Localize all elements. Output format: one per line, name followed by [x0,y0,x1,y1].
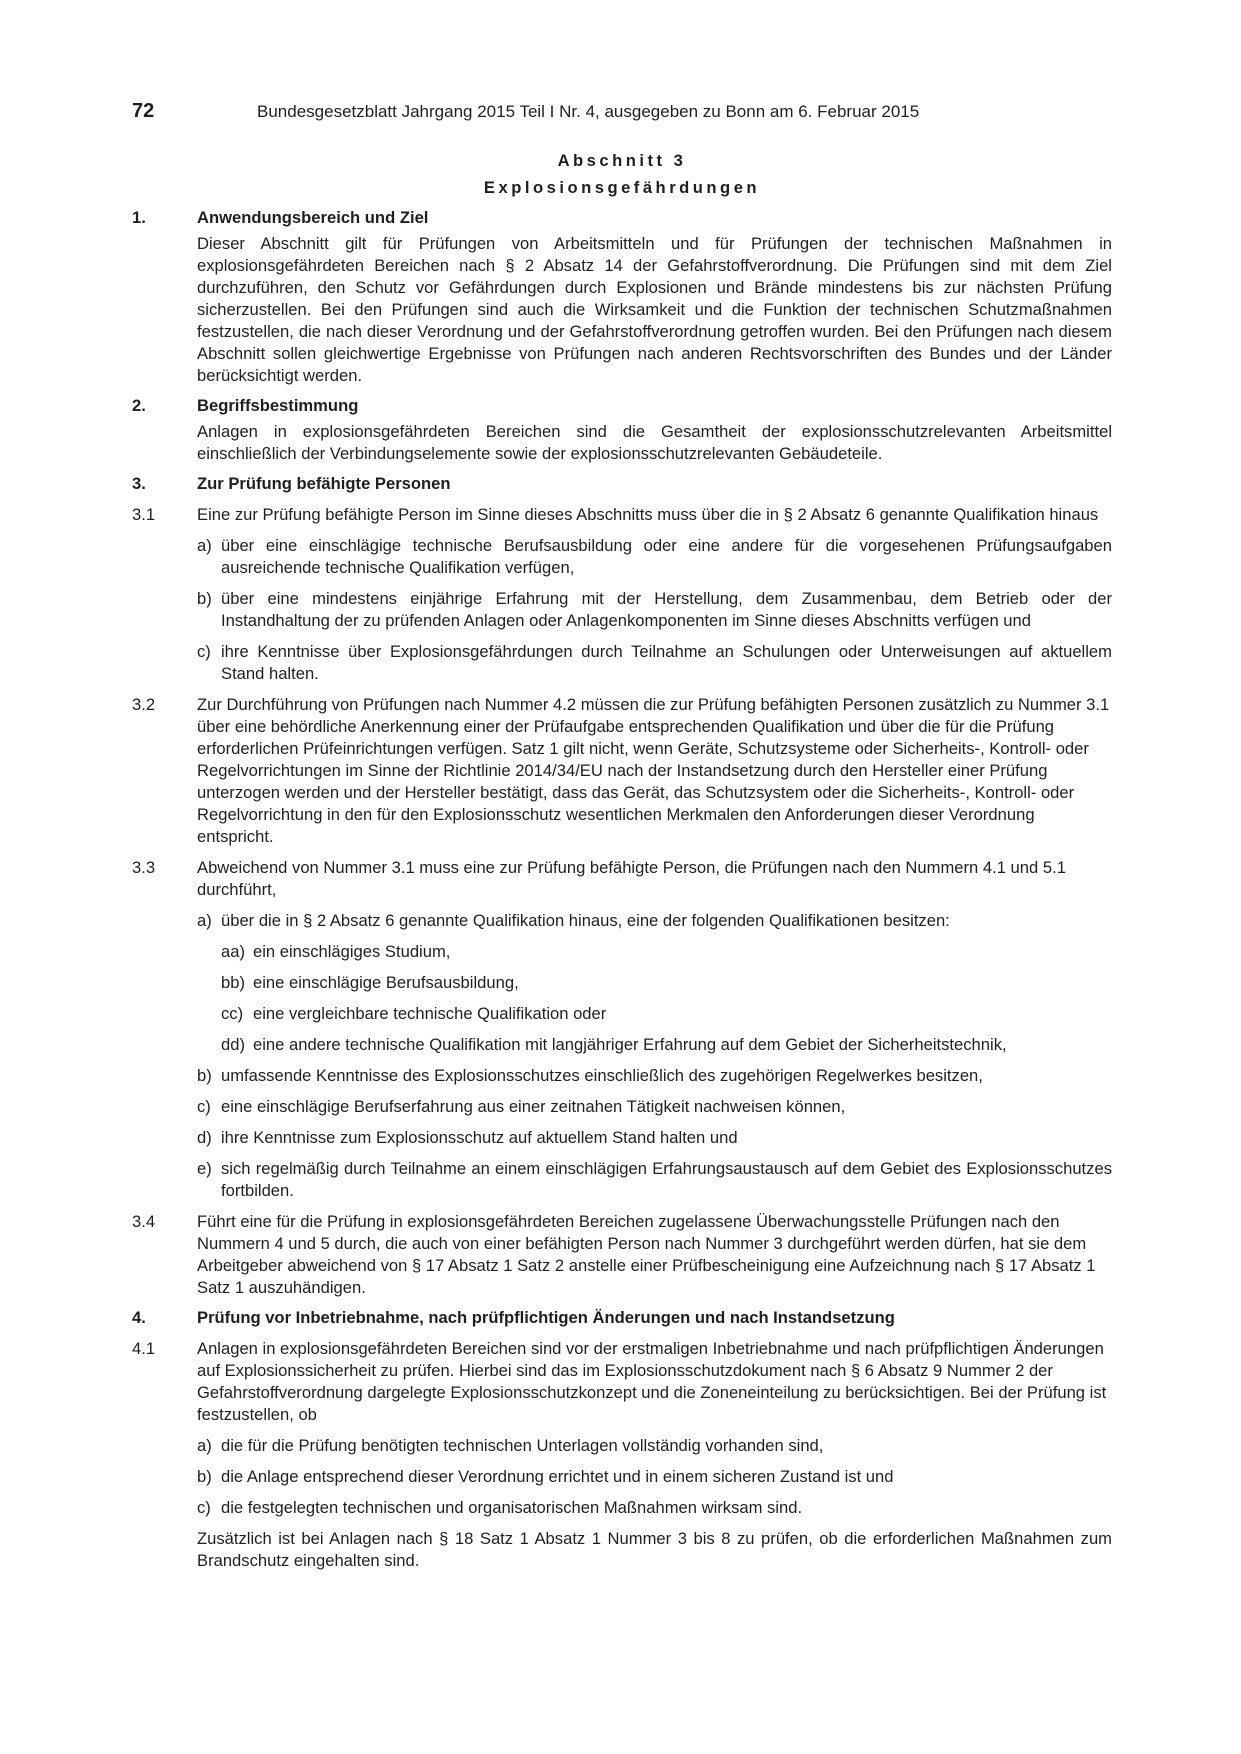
list-item [132,535,1112,579]
section-heading [132,395,1112,417]
document-body [132,150,1112,1572]
list-item [132,588,1112,632]
subsection [132,694,1112,848]
sublist-text: eine einschlägige Berufsausbildung, [253,973,519,992]
list-label: a) [197,911,212,930]
subsection-number: 3.4 [132,1212,156,1231]
section-title: Anwendungsbereich und Ziel [197,208,429,227]
section-title: Begriffsbestimmung [197,396,359,415]
list-item [132,1466,1112,1488]
paragraph: Dieser Abschnitt gilt für Prüfungen von Arbeitsmitteln und für Prüfungen der technischen Maßnahmen in explosionsgefährdeten Bereichen nach § 2 Absatz 14 der Gefahrstoffverordnung. Die Prüfungen sind mit dem Ziel durchzuführen, den Schutz vor Gefährdungen durch Explosionen und Brände mindestens bis zur nächsten Prüfung sicherzustellen. Bei den Prüfungen sind auch die Wirksamkeit und die Funktion der technischen Schutzmaßnahmen festzustellen, die nach dieser Verordnung und der Gefahrstoffverordnung getroffen wurden. Bei den Prüfungen nach diesem Abschnitt sollen gleichwertige Ergebnisse von Prüfungen nach anderen Rechtsvorschriften des Bundes und der Länder berücksichtigt werden. [197,234,1112,385]
list-text: die Anlage entsprechend dieser Verordnung errichtet und in einem sicheren Zustand ist und [221,1467,894,1486]
list-label: e) [197,1159,212,1178]
list-text: über eine einschlägige technische Berufsausbildung oder eine andere für die vorgesehenen Prüfungsaufgaben ausreichende technische Qualifikation verfügen, [221,536,1112,577]
subsection-text: Zur Durchführung von Prüfungen nach Nummer 4.2 müssen die zur Prüfung befähigten Personen zusätzlich zu Nummer 3.1 über eine behördliche Anerkennung einer der Prüfaufgabe entsprechenden Qualifikation und über die für die Prüfung erforderlichen Prüfeinrichtungen verfügen. Satz 1 gilt nicht, wenn Geräte, Schutzsysteme oder Sicherheits-, Kontroll- oder Regelvorrichtungen im Sinne der Richtlinie 2014/34/EU nach der Instandsetzung durch den Hersteller einer Prüfung unterzogen werden und der Hersteller bestätigt, dass das Gerät, das Schutzsystem oder die Sicherheits-, Kontroll- oder Regelvorrichtung in den für den Explosionsschutz wesentlichen Merkmalen den Anforderungen dieser Verordnung entspricht. [197,695,1110,846]
subsection [132,1338,1112,1426]
sublist-item [132,1034,1112,1056]
sublist-text: eine andere technische Qualifikation mit langjähriger Erfahrung auf dem Gebiet der Sicherheitstechnik, [253,1035,1007,1054]
sublist-label: aa) [221,942,245,961]
section-number: 3. [132,474,146,493]
sublist-item [132,1003,1112,1025]
list-item [132,910,1112,932]
section-number: 1. [132,208,146,227]
list-text: die für die Prüfung benötigten technischen Unterlagen vollständig vorhanden sind, [221,1436,824,1455]
subsection [132,857,1112,901]
section-number: 4. [132,1308,146,1327]
list-item [132,1065,1112,1087]
section-heading [132,207,1112,229]
subsection-text: Eine zur Prüfung befähigte Person im Sinne dieses Abschnitts muss über die in § 2 Absatz 6 genannte Qualifikation hinaus [197,505,1099,524]
sublist-label: bb) [221,973,245,992]
list-item [132,1435,1112,1457]
subsection-number: 3.2 [132,695,156,714]
list-label: c) [197,642,211,661]
paragraph: Anlagen in explosionsgefährdeten Bereichen sind die Gesamtheit der explosionsschutzrelevanten Arbeitsmittel einschließlich der Verbindungselemente sowie der explosionsschutzrelevanten Gebäudeteile. [197,422,1112,463]
subsection [132,504,1112,526]
section-heading [132,1307,1112,1329]
list-text: ihre Kenntnisse über Explosionsgefährdungen durch Teilnahme an Schulungen oder Unterweisungen auf aktuellem Stand halten. [221,642,1112,683]
list-text: ihre Kenntnisse zum Explosionsschutz auf aktuellem Stand halten und [221,1128,738,1147]
list-item [132,1127,1112,1149]
section-number: 2. [132,396,146,415]
list-item [132,1158,1112,1202]
section-title: Prüfung vor Inbetriebnahme, nach prüfpflichtigen Änderungen und nach Instandsetzung [197,1308,895,1327]
list-item [132,641,1112,685]
list-label: b) [197,1066,212,1085]
part-title: Explosionsgefährdungen [483,178,761,197]
list-label: c) [197,1097,211,1116]
sublist-text: eine vergleichbare technische Qualifikation oder [253,1004,607,1023]
subsection-number: 4.1 [132,1339,156,1358]
sublist-label: cc) [221,1004,244,1023]
list-label: a) [197,1436,212,1455]
subsection-text: Führt eine für die Prüfung in explosionsgefährdeten Bereichen zugelassene Überwachungsstelle Prüfungen nach den Nummern 4 und 5 durch, die auch von einer befähigten Person nach Nummer 3 durchgeführt werden dürfen, hat sie dem Arbeitgeber abweichend von § 17 Absatz 1 Satz 2 anstelle einer Prüfbescheinigung eine Aufzeichnung nach § 17 Absatz 1 Satz 1 auszuhändigen. [197,1212,1096,1297]
list-item [132,1497,1112,1519]
list-text: über eine mindestens einjährige Erfahrung mit der Herstellung, dem Zusammenbau, dem Betrieb oder der Instandhaltung der zu prüfenden Anlagen oder Anlagenkomponenten im Sinne dieses Abschnitts verfügen und [221,589,1112,630]
part-heading: Abschnitt 3 [557,151,687,170]
sublist-item [132,941,1112,963]
list-label: d) [197,1128,212,1147]
list-label: c) [197,1498,211,1517]
subsection-number: 3.3 [132,858,156,877]
list-label: b) [197,589,212,608]
subsection-number: 3.1 [132,505,156,524]
list-text: über die in § 2 Absatz 6 genannte Qualifikation hinaus, eine der folgenden Qualifikationen besitzen: [221,911,950,930]
section-title: Zur Prüfung befähigte Personen [197,474,451,493]
paragraph: Zusätzlich ist bei Anlagen nach § 18 Satz 1 Absatz 1 Nummer 3 bis 8 zu prüfen, ob die erforderlichen Maßnahmen zum Brandschutz eingehalten sind. [197,1529,1112,1570]
sublist-item [132,972,1112,994]
list-item [132,1096,1112,1118]
list-text: eine einschlägige Berufserfahrung aus einer zeitnahen Tätigkeit nachweisen können, [221,1097,846,1116]
list-label: a) [197,536,212,555]
sublist-text: ein einschlägiges Studium, [253,942,451,961]
section-heading [132,473,1112,495]
subsection [132,1211,1112,1299]
list-text: sich regelmäßig durch Teilnahme an einem einschlägigen Erfahrungsaustausch auf dem Gebiet des Explosionsschutzes fortbilden. [221,1159,1112,1200]
page-number: 72 [132,100,155,122]
gazette-title: Bundesgesetzblatt Jahrgang 2015 Teil I Nr. 4, ausgegeben zu Bonn am 6. Februar 2015 [257,102,920,121]
list-text: umfassende Kenntnisse des Explosionsschutzes einschließlich des zugehörigen Regelwerkes besitzen, [221,1066,983,1085]
subsection-text: Abweichend von Nummer 3.1 muss eine zur Prüfung befähigte Person, die Prüfungen nach den Nummern 4.1 und 5.1 durchführt, [197,858,1066,899]
list-label: b) [197,1467,212,1486]
page-header [132,100,1112,126]
list-text: die festgelegten technischen und organisatorischen Maßnahmen wirksam sind. [221,1498,803,1517]
subsection-text: Anlagen in explosionsgefährdeten Bereichen sind vor der erstmaligen Inbetriebnahme und nach prüfpflichtigen Änderungen auf Explosionssicherheit zu prüfen. Hierbei sind das im Explosionsschutzdokument nach § 6 Absatz 9 Nummer 2 der Gefahrstoffverordnung dargelegte Explosionsschutzkonzept und die Zoneneinteilung zu berücksichtigen. Bei der Prüfung ist festzustellen, ob [197,1339,1107,1424]
sublist-label: dd) [221,1035,245,1054]
